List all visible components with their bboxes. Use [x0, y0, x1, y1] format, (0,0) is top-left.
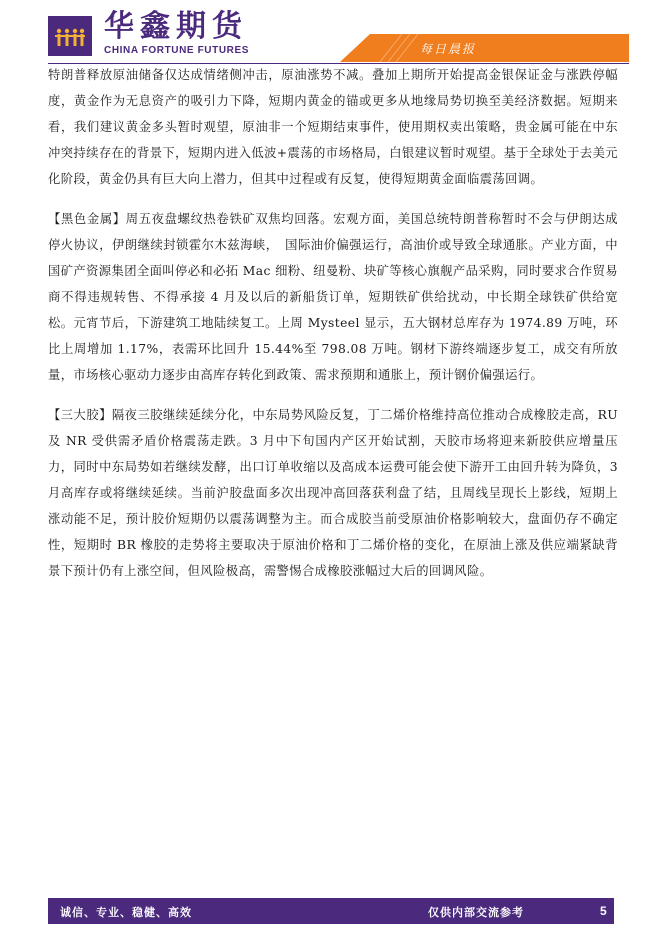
brand-name-en: CHINA FORTUNE FUTURES [104, 45, 250, 56]
logo-figures-icon [54, 28, 86, 48]
footer-bar [48, 898, 614, 924]
paragraph-ferrous-metals: 【黑色金属】周五夜盘螺纹热卷铁矿双焦均回落。宏观方面，美国总统特朗普称暂时不会与伊朗达成停火协议，伊朗继续封锁霍尔木兹海峡， 国际油价偏强运行，高油价或导致全球通胀。产业方面，中国矿产资源集团全面叫停必和必拓 Mac 细粉、纽曼粉、块矿等核心旗舰产品采购，同时要求合作贸易商不得违规转售、不得承接 4 月及以后的新船货订单，短期铁矿供给扰动，中长期全球铁矿供给宽松。元宵节后，下游建筑工地陆续复工。上周 Mysteel 显示，五大钢材总库存为 1974.89 万吨，环比上周增加 1.17%，表需环比回升 15.44%至 798.08 万吨。钢材下游终端逐步复工，成交有所放量，市场核心驱动力逐步由高库存转化到政策、需求预期和通胀上，预计钢价偏强运行。 [48, 212, 618, 382]
paragraph-precious-metals: 特朗普释放原油储备仅达成情绪侧冲击，原油涨势不减。叠加上期所开始提高金银保证金与涨跌停幅度，黄金作为无息资产的吸引力下降，短期内黄金的锚或更多从地缘局势切换至美经济数据。短期来看，我们建议黄金多头暂时观望，原油非一个短期结束事件，使用期权卖出策略，贵金属可能在中东冲突持续存在的背景下，短期内进入低波+震荡的市场格局，白银建议暂时观望。基于全球处于去美元化阶段，黄金仍具有巨大向上潜力，但其中过程或有反复，使得短期黄金面临震荡回调。 [48, 68, 618, 186]
report-body [48, 62, 618, 584]
footer-motto: 诚信、专业、稳健、高效 [60, 906, 192, 919]
paragraph-rubber: 【三大胶】隔夜三胶继续延续分化，中东局势风险反复，丁二烯价格维持高位推动合成橡胶走高，RU 及 NR 受供需矛盾价格震荡走跌。3 月中下旬国内产区开始试割，天胶市场将迎来新胶供应增量压力，同时中东局势如若继续发酵，出口订单收缩以及高成本运费可能会使下游开工由回升转为降负，3 月高库存或将继续延续。当前沪胶盘面多次出现冲高回落获利盘了结，且周线呈现长上影线，短期上涨动能不足，预计胶价短期仍以震荡调整为主。而合成胶当前受原油价格影响较大，盘面仍存不确定性，短期时 BR 橡胶的走势将主要取决于原油价格和丁二烯价格的变化，在原油上涨及供应端紧缺背景下预计仍有上涨空间，但风险极高，需警惕合成橡胶涨幅过大后的回调风险。 [48, 408, 618, 578]
footer-disclaimer: 仅供内部交流参考 [428, 906, 524, 919]
report-title: 每日晨报 [420, 42, 477, 56]
brand-name-cn: 华鑫期货 [104, 9, 248, 44]
company-logo [48, 16, 92, 56]
page-number: 5 [600, 904, 607, 918]
